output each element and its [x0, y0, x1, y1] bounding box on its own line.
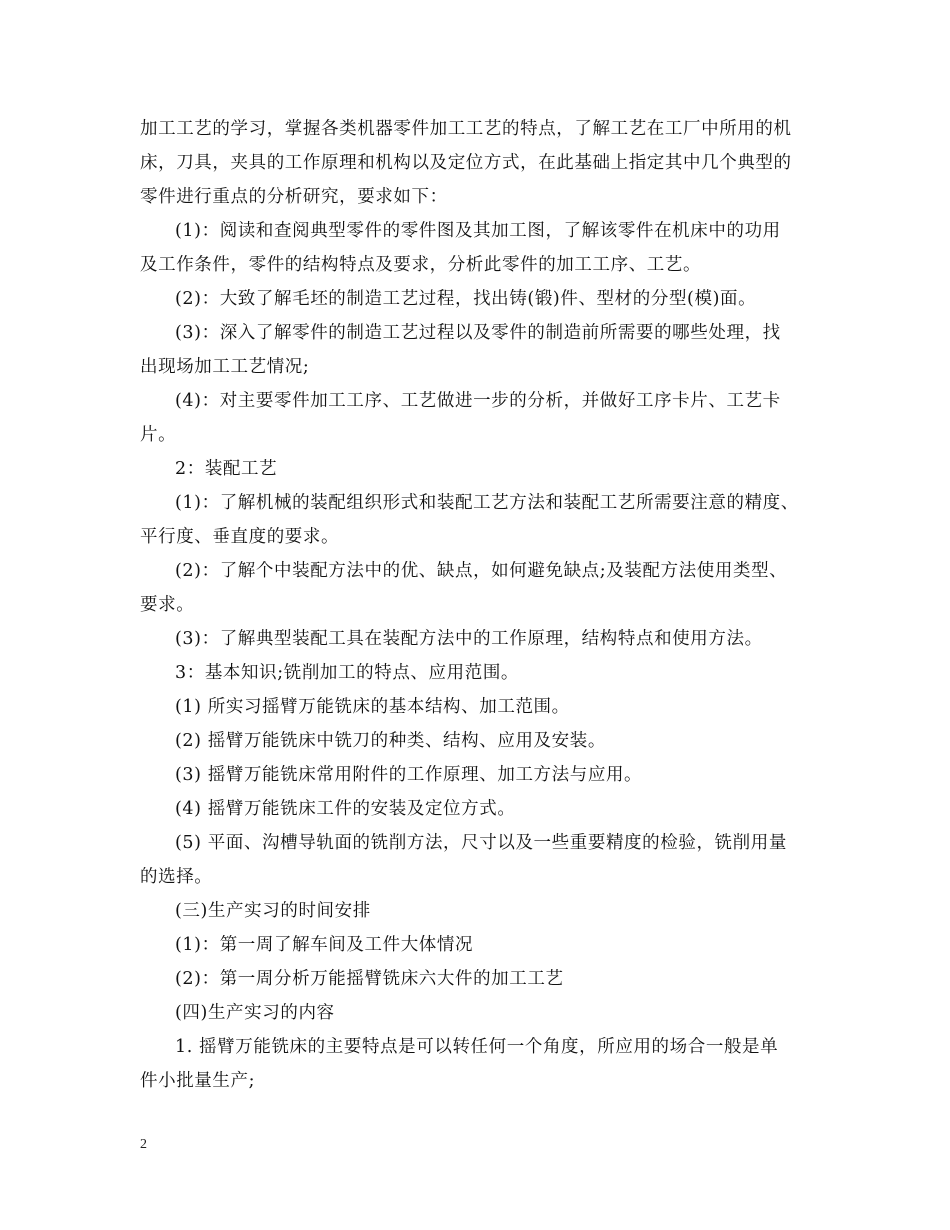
text-line: (3) 摇臂万能铣床常用附件的工作原理、加工方法与应用。 — [175, 765, 643, 785]
section-heading: 2：装配工艺 — [175, 459, 278, 479]
text-line: (2)：第一周分析万能摇臂铣床六大件的加工工艺 — [175, 969, 564, 989]
text-line: (2) 摇臂万能铣床中铣刀的种类、结构、应用及安装。 — [175, 731, 606, 751]
text-line: 及工作条件，零件的结构特点及要求，分析此零件的加工工序、工艺。 — [140, 255, 702, 275]
document-body — [140, 112, 820, 1098]
text-line: 零件进行重点的分析研究，要求如下： — [140, 187, 448, 207]
text-line: (4)：对主要零件加工工序、工艺做进一步的分析，并做好工序卡片、工艺卡 — [175, 391, 781, 411]
text-line: (1)：阅读和查阅典型零件的零件图及其加工图，了解该零件在机床中的功用 — [175, 221, 781, 241]
text-line: (3)：了解典型装配工具在装配方法中的工作原理，结构特点和使用方法。 — [175, 629, 763, 649]
text-line: 1. 摇臂万能铣床的主要特点是可以转任何一个角度，所应用的场合一般是单 — [175, 1037, 779, 1057]
text-line: (1) 所实习摇臂万能铣床的基本结构、加工范围。 — [175, 697, 570, 717]
text-line: 加工工艺的学习，掌握各类机器零件加工工艺的特点，了解工艺在工厂中所用的机 — [140, 119, 792, 139]
page-number: 2 — [140, 1137, 147, 1152]
text-line: 出现场加工工艺情况; — [140, 357, 310, 377]
text-line: (5) 平面、沟槽导轨面的铣削方法，尺寸以及一些重要精度的检验，铣削用量 — [175, 833, 787, 853]
text-line: 的选择。 — [140, 867, 213, 887]
text-line: 床，刀具，夹具的工作原理和机构以及定位方式，在此基础上指定其中几个典型的 — [140, 153, 792, 173]
text-line: (2)：了解个中装配方法中的优、缺点，如何避免缺点;及装配方法使用类型、 — [175, 561, 788, 581]
section-heading: 3：基本知识;铣削加工的特点、应用范围。 — [175, 663, 520, 683]
text-line: 平行度、垂直度的要求。 — [140, 527, 340, 547]
text-line: (2)：大致了解毛坯的制造工艺过程，找出铸(锻)件、型材的分型(模)面。 — [175, 289, 757, 309]
section-heading: (三)生产实习的时间安排 — [175, 901, 371, 921]
text-line: (1)：了解机械的装配组织形式和装配工艺方法和装配工艺所需要注意的精度、 — [175, 493, 799, 513]
text-line: 要求。 — [140, 595, 195, 615]
text-line: (1)：第一周了解车间及工件大体情况 — [175, 935, 474, 955]
section-heading: (四)生产实习的内容 — [175, 1003, 335, 1023]
text-line: (4) 摇臂万能铣床工件的安装及定位方式。 — [175, 799, 516, 819]
text-line: 件小批量生产; — [140, 1071, 256, 1091]
text-line: 片。 — [140, 425, 177, 445]
text-line: (3)：深入了解零件的制造工艺过程以及零件的制造前所需要的哪些处理，找 — [175, 323, 781, 343]
